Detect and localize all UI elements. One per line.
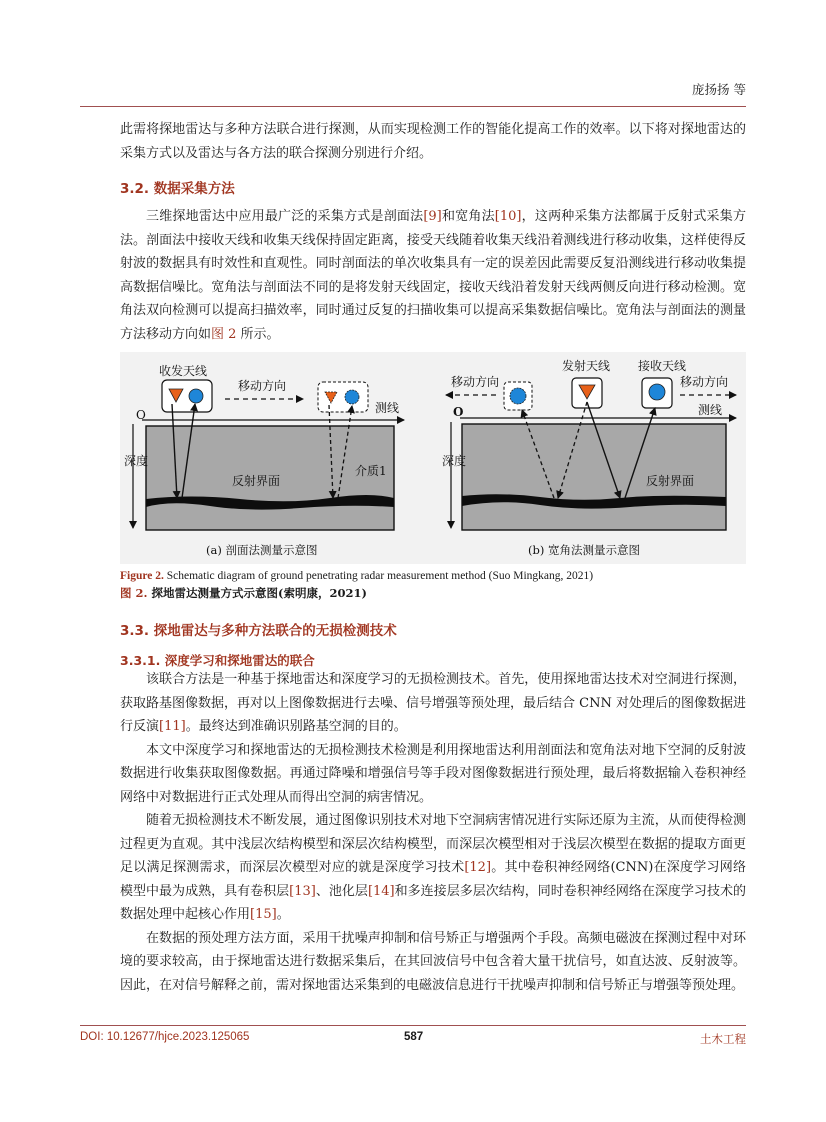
origin-label: O [453, 405, 464, 419]
panel-a-caption: (a) 剖面法测量示意图 [206, 543, 318, 557]
receiver-label: 接收天线 [638, 359, 687, 373]
section-3-3-1-body [120, 668, 746, 997]
panel-a [124, 363, 404, 557]
move-direction-left-label: 移动方向 [451, 375, 500, 389]
citation-link[interactable]: [15] [250, 907, 277, 922]
survey-line-label: 测线 [375, 401, 400, 415]
reflect-interface-label: 反射界面 [646, 474, 695, 488]
transmitter-label: 发射天线 [562, 359, 611, 373]
citation-link[interactable]: [12] [464, 860, 492, 875]
section-3-3-1-paragraph: 该联合方法是一种基于探地雷达和深度学习的无损检测技术。首先，使用探地雷达技术对空洞进行探测，获取路基图像数据，再对以上图像数据进行去噪、信号增强等预处理，最后结合 CNN 对处理后的图像数据进行反演[11]。最终达到准确识别路基空洞的目的。 [120, 672, 746, 734]
receiver-circle-icon [649, 384, 665, 400]
receiver-circle-icon [189, 389, 203, 403]
figure-2-diagram [120, 352, 746, 564]
depth-label: 深度 [442, 454, 467, 468]
intro-block [120, 118, 746, 165]
section-3-3-1-paragraph: 本文中深度学习和探地雷达的无损检测技术检测是利用探地雷达利用剖面法和宽角法对地下空洞的反射波数据进行收集获取图像数据。再通过降噪和增强信号等手段对图像数据进行预处理，最后将数据输入卷积神经网络中对数据进行正式处理从而得出空洞的病害情况。 [120, 742, 746, 805]
section-3-2-paragraph: 三维探地雷达中应用最广泛的采集方式是剖面法[9]和宽角法[10]，这两种采集方法都属于反射式采集方法。剖面法中接收天线和收集天线保持固定距离，接受天线随着收集天线沿着测线进行移动收集，这样使得反射波的数据具有时效性和直观性。同时剖面法的单次收集具有一定的误差因此需要反复沿测线进行移动收集提高数据信噪比。宽角法与剖面法不同的是将发射天线固定，接收天线沿着发射天线两侧反向进行移动检测。宽角法双向检测可以提高扫描效率，同时通过反复的扫描收集可以提高采集数据信噪比。宽角法与剖面法的测量方法移动方向如图 2 所示。 [120, 209, 746, 342]
citation-link[interactable]: [14] [367, 883, 395, 899]
footer-page-number: 587 [404, 1031, 424, 1043]
origin-label: O [136, 408, 146, 422]
figure-link[interactable]: 图 2 [211, 326, 237, 342]
footer-doi-link[interactable]: DOI: 10.12677/hjce.2023.125065 [80, 1031, 250, 1043]
citation-link[interactable]: [9] [423, 209, 442, 224]
subsection-heading-3-3-1: 3.3.1. 深度学习和探地雷达的联合 [120, 653, 315, 668]
figure-2 [120, 352, 746, 564]
survey-line-label: 测线 [698, 403, 723, 417]
figure-caption-en: Figure 2. Schematic diagram of ground penetrating radar measurement method (Suo Mingkang, 2021) [120, 570, 594, 582]
depth-label: 深度 [124, 454, 149, 468]
section-3-3-1-paragraph: 随着无损检测技术不断发展，通过图像识别技术对地下空洞病害情况进行实际还原为主流，从而使得检测过程更为直观。其中浅层次结构模型和深层次结构模型，而深层次模型相对于浅层次模型在数据的提取方面更足以满足探测需求，而深层次模型对应的就是深度学习技术[12]。其中卷积神经网络(CNN)在深度学习网络模型中最为成熟，具有卷积层[13]、池化层[14]和多连接层多层次结构，同时卷积神经网络在深度学习技术的数据处理中起核心作用[15]。 [120, 813, 746, 922]
header-divider [80, 106, 746, 107]
move-direction-label: 移动方向 [238, 379, 287, 393]
intro-paragraph: 此需将探地雷达与多种方法联合进行探测，从而实现检测工作的智能化提高工作的效率。以下将对探地雷达的采集方式以及雷达与各方法的联合探测分别进行介绍。 [120, 122, 746, 161]
move-direction-right-label: 移动方向 [680, 375, 729, 389]
footer-divider [80, 1025, 746, 1026]
antenna-label: 收发天线 [159, 364, 208, 378]
panel-b-caption: (b) 宽角法测量示意图 [528, 543, 640, 557]
figure-caption-zh: 图 2. 探地雷达测量方式示意图(索明康，2021) [120, 586, 367, 600]
reflect-interface-label: 反射界面 [232, 474, 281, 488]
antenna-box [162, 380, 212, 412]
section-heading-3-2: 3.2. 数据采集方法 [120, 181, 235, 197]
receiver-circle-icon [510, 388, 526, 404]
antenna-box-moved [318, 382, 368, 412]
panel-b [442, 358, 736, 557]
section-3-3-1-paragraph: 在数据的预处理方法方面，采用干扰噪声抑制和信号矫正与增强两个手段。高频电磁波在探测过程中对环境的要求较高，由于探地雷达进行数据采集后，在其回波信号中包含着大量干扰信号，如直达波、反射波等。因此，在对信号解释之前，需对探地雷达采集到的电磁波信息进行干扰噪声抑制和信号矫正与增强等预处理。 [120, 930, 746, 993]
citation-link[interactable]: [13] [289, 883, 316, 899]
section-heading-3-3: 3.3. 探地雷达与多种方法联合的无损检测技术 [120, 623, 397, 639]
section-3-2-body [120, 205, 746, 346]
receiver-circle-icon [345, 390, 359, 404]
header-author: 庞扬扬 等 [692, 82, 746, 97]
footer-journal-name: 土木工程 [700, 1032, 746, 1046]
medium-label: 介质1 [355, 464, 387, 478]
citation-link[interactable]: [10] [494, 209, 522, 224]
citation-link[interactable]: [11] [159, 719, 186, 734]
